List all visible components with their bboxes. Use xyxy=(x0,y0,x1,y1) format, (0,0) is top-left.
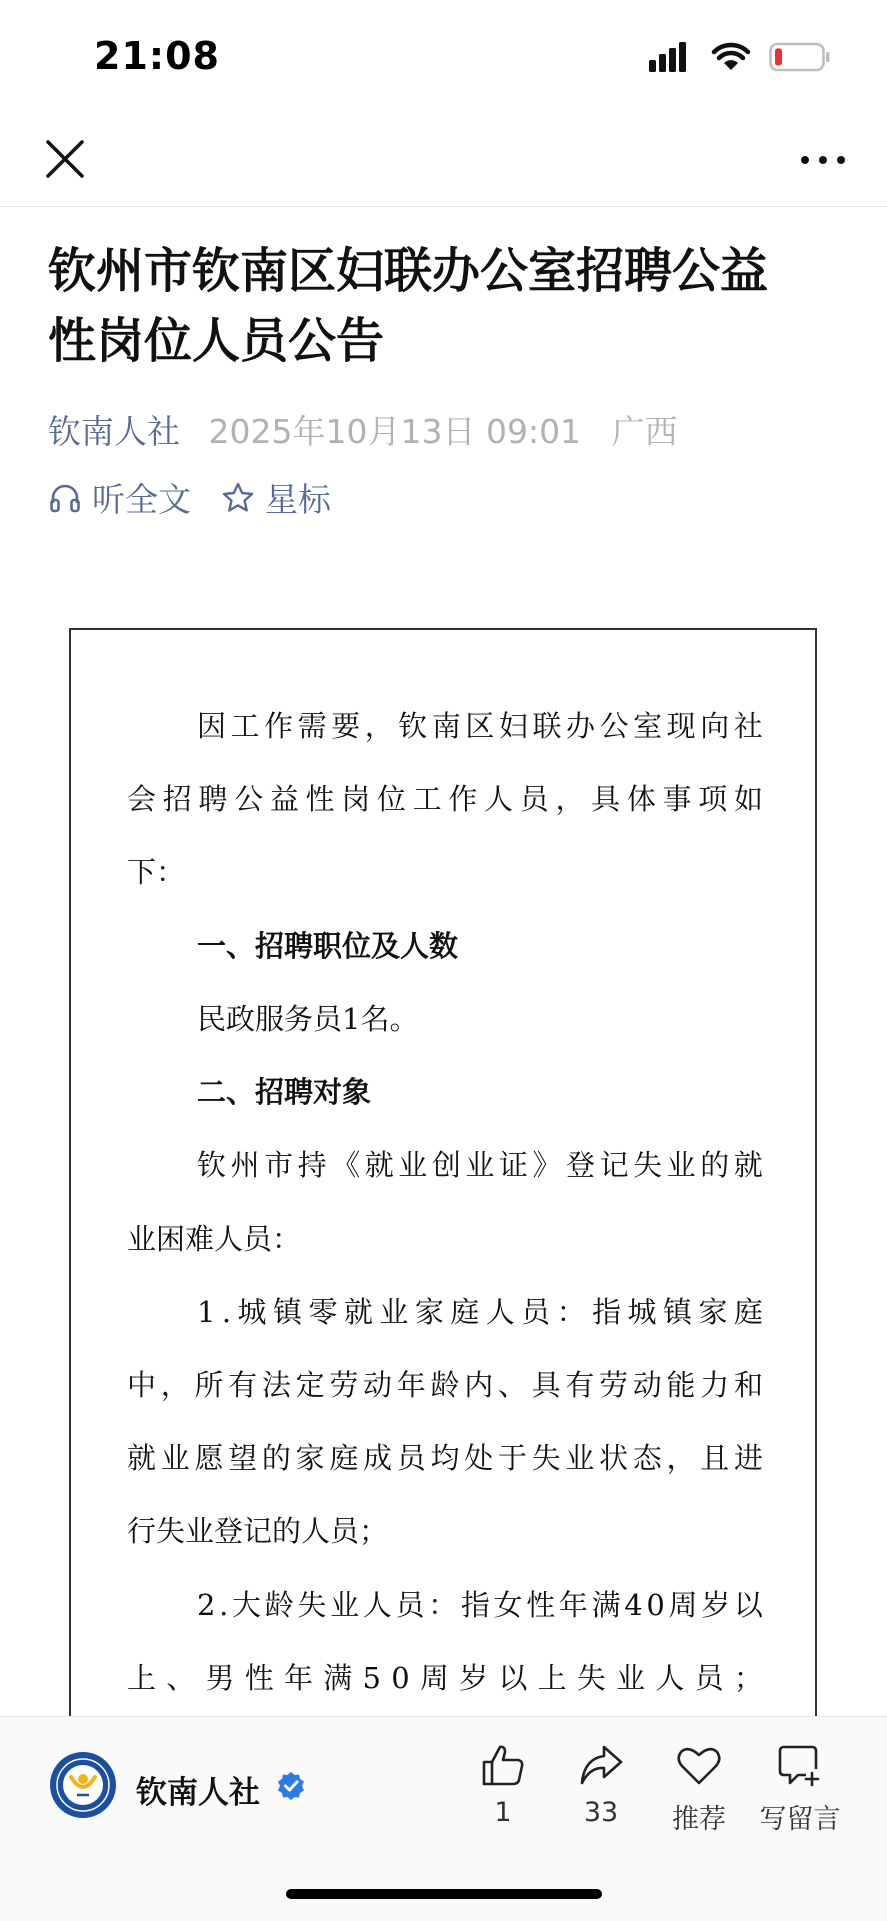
doc-line: 就 业 愿 望 的 家 庭 成 员 均 处 于 失 业 状 态 ， 且 进 xyxy=(127,1441,763,1475)
like-count: 1 xyxy=(494,1797,512,1828)
share-arrow-icon xyxy=(578,1743,624,1787)
share-button[interactable] xyxy=(556,1743,646,1828)
like-button[interactable] xyxy=(458,1743,548,1828)
thumbs-up-icon xyxy=(480,1743,526,1787)
heart-icon xyxy=(676,1743,722,1787)
doc-line: 钦 州 市 持 《 就 业 创 业 证 》 登 记 失 业 的 就 xyxy=(197,1148,763,1182)
doc-line: 行失业登记的人员； xyxy=(127,1514,389,1548)
listen-label: 听全文 xyxy=(92,480,191,519)
doc-line: 因 工 作 需 要 ， 钦 南 区 妇 联 办 公 室 现 向 社 xyxy=(197,709,763,743)
author-link[interactable]: 钦南人社 xyxy=(48,412,180,451)
verified-badge-icon xyxy=(276,1771,306,1801)
document-image xyxy=(69,628,817,1748)
home-indicator xyxy=(286,1889,602,1899)
wifi-icon xyxy=(711,42,751,72)
doc-line: 下： xyxy=(127,855,186,889)
doc-heading: 二、招聘对象 xyxy=(197,1075,372,1109)
star-icon xyxy=(221,481,255,515)
doc-line: 会 招 聘 公 益 性 岗 位 工 作 人 员 ， 具 体 事 项 如 xyxy=(127,782,763,816)
doc-line: 民政服务员1名。 xyxy=(197,1002,419,1036)
nav-bar xyxy=(0,110,887,207)
doc-heading: 一、招聘职位及人数 xyxy=(197,929,459,963)
article-meta xyxy=(48,406,678,453)
status-icons xyxy=(649,42,831,72)
comment-button[interactable] xyxy=(752,1743,848,1836)
listen-button[interactable] xyxy=(48,474,191,521)
status-bar xyxy=(0,0,887,110)
doc-line: 中 ， 所 有 法 定 劳 动 年 龄 内 、 具 有 劳 动 能 力 和 xyxy=(127,1368,763,1402)
cellular-signal-icon xyxy=(649,42,693,72)
headphones-icon xyxy=(48,481,82,515)
star-button[interactable] xyxy=(221,474,331,521)
article-actions xyxy=(48,474,361,521)
comment-label: 写留言 xyxy=(759,1804,841,1835)
doc-line: 1 . 城 镇 零 就 业 家 庭 人 员 ： 指 城 镇 家 庭 xyxy=(197,1295,763,1329)
publish-date: 2025年10月13日 09:01 xyxy=(208,412,582,451)
star-label: 星标 xyxy=(265,480,331,519)
account-logo[interactable] xyxy=(49,1751,117,1819)
share-count: 33 xyxy=(583,1797,619,1828)
doc-line: 上 、 男 性 年 满 5 0 周 岁 以 上 失 业 人 员 ； xyxy=(127,1661,763,1695)
publish-location: 广西 xyxy=(611,412,678,451)
recommend-button[interactable] xyxy=(654,1743,744,1836)
doc-line: 业困难人员： xyxy=(127,1222,302,1256)
title-line-2: 性岗位人员公告 xyxy=(48,313,385,369)
status-time: 21:08 xyxy=(94,34,220,78)
account-name[interactable]: 钦南人社 xyxy=(136,1775,260,1811)
article-title xyxy=(48,236,838,376)
comment-icon xyxy=(776,1743,824,1787)
title-line-1: 钦州市钦南区妇联办公室招聘公益 xyxy=(48,243,769,299)
more-options-icon[interactable] xyxy=(795,134,851,184)
battery-icon xyxy=(769,42,831,72)
recommend-label: 推荐 xyxy=(672,1804,726,1835)
doc-line: 2 . 大 龄 失 业 人 员 ： 指 女 性 年 满 4 0 周 岁 以 xyxy=(197,1588,763,1622)
close-icon[interactable] xyxy=(40,134,90,184)
